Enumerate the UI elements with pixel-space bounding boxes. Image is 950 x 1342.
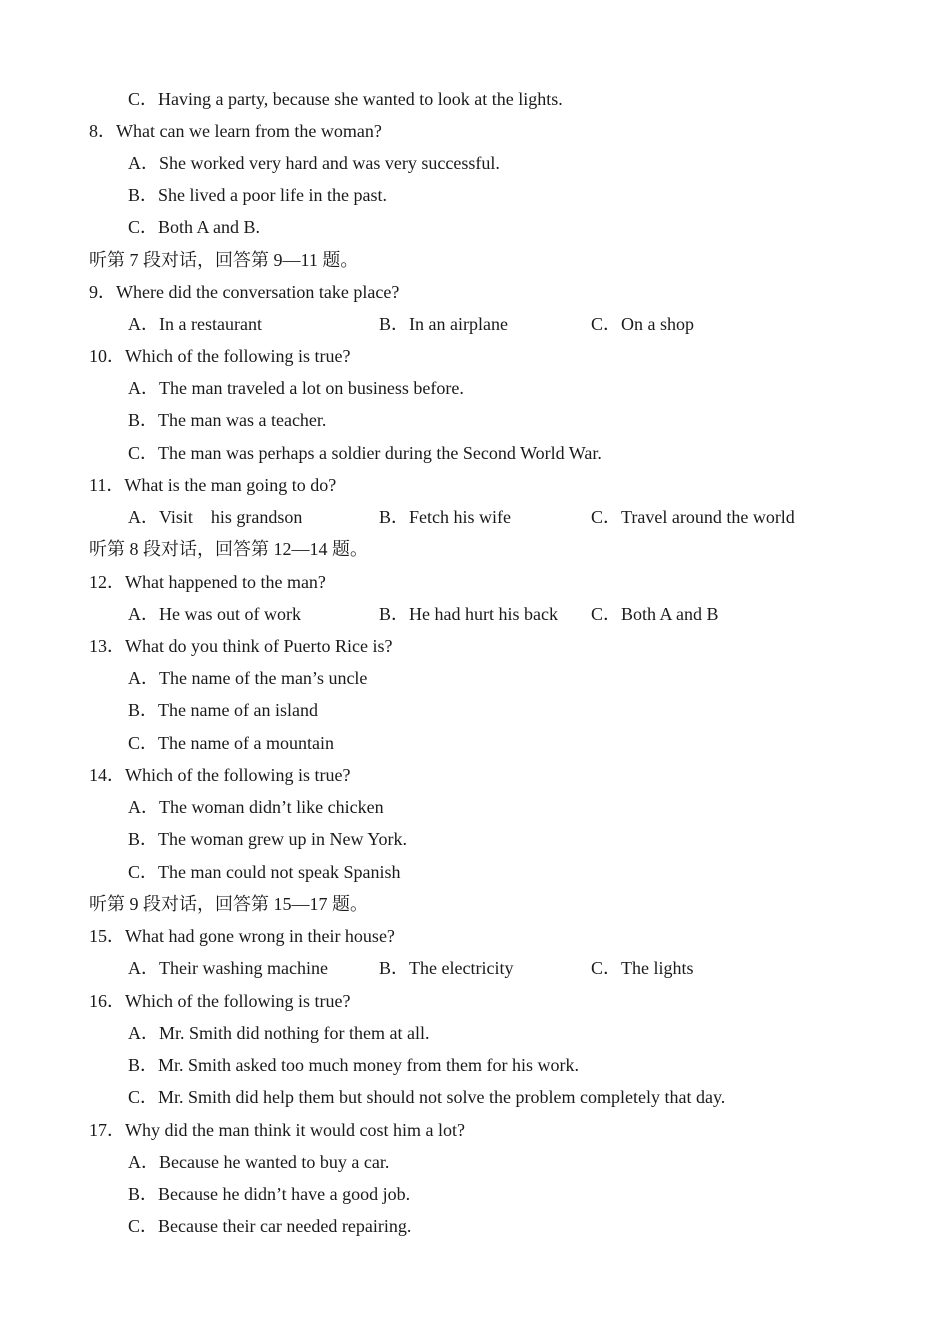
question-13: 13．What do you think of Puerto Rice is? bbox=[89, 636, 393, 656]
option-8a: A．She worked very hard and was very successful. bbox=[128, 153, 500, 173]
option-17b: B．Because he didn’t have a good job. bbox=[128, 1184, 411, 1204]
option-13a: A．The name of the man’s uncle bbox=[128, 668, 368, 688]
option-14c: C．The man could not speak Spanish bbox=[128, 862, 401, 882]
option-16c: C．Mr. Smith did help them but should not solve the problem completely that day. bbox=[128, 1087, 726, 1107]
question-14: 14．Which of the following is true? bbox=[89, 765, 351, 785]
option-13c: C．The name of a mountain bbox=[128, 733, 334, 753]
option-14b: B．The woman grew up in New York. bbox=[128, 829, 407, 849]
option-12b: B．He had hurt his back bbox=[379, 604, 558, 624]
section-heading-7: 听第 7 段对话，回答第 9—11 题。 bbox=[89, 250, 359, 270]
question-17: 17．Why did the man think it would cost him a lot? bbox=[89, 1120, 465, 1140]
section-heading-8: 听第 8 段对话，回答第 12—14 题。 bbox=[89, 539, 368, 559]
question-12: 12．What happened to the man? bbox=[89, 572, 326, 592]
question-9: 9．Where did the conversation take place? bbox=[89, 282, 400, 302]
question-8: 8．What can we learn from the woman? bbox=[89, 121, 382, 141]
option-10c: C．The man was perhaps a soldier during the Second World War. bbox=[128, 443, 602, 463]
option-8c: C．Both A and B. bbox=[128, 217, 261, 237]
option-7c: C．Having a party, because she wanted to look at the lights. bbox=[128, 89, 563, 109]
question-16: 16．Which of the following is true? bbox=[89, 991, 351, 1011]
option-15b: B．The electricity bbox=[379, 958, 514, 978]
option-11a: A．Visit his grandson bbox=[128, 507, 303, 527]
option-17a: A．Because he wanted to buy a car. bbox=[128, 1152, 390, 1172]
question-11: 11．What is the man going to do? bbox=[89, 475, 337, 495]
question-10: 10．Which of the following is true? bbox=[89, 346, 351, 366]
option-15a: A．Their washing machine bbox=[128, 958, 328, 978]
option-16a: A．Mr. Smith did nothing for them at all. bbox=[128, 1023, 430, 1043]
option-17c: C．Because their car needed repairing. bbox=[128, 1216, 412, 1236]
option-10b: B．The man was a teacher. bbox=[128, 410, 327, 430]
option-9b: B．In an airplane bbox=[379, 314, 508, 334]
option-16b: B．Mr. Smith asked too much money from them for his work. bbox=[128, 1055, 579, 1075]
option-9a: A．In a restaurant bbox=[128, 314, 262, 334]
question-15: 15．What had gone wrong in their house? bbox=[89, 926, 395, 946]
section-heading-9: 听第 9 段对话，回答第 15—17 题。 bbox=[89, 894, 368, 914]
option-12a: A．He was out of work bbox=[128, 604, 301, 624]
option-8b: B．She lived a poor life in the past. bbox=[128, 185, 387, 205]
option-11c: C．Travel around the world bbox=[591, 507, 795, 527]
option-10a: A．The man traveled a lot on business before. bbox=[128, 378, 464, 398]
option-15c: C．The lights bbox=[591, 958, 694, 978]
option-9c: C．On a shop bbox=[591, 314, 694, 334]
option-11b: B．Fetch his wife bbox=[379, 507, 511, 527]
option-13b: B．The name of an island bbox=[128, 700, 318, 720]
option-14a: A．The woman didn’t like chicken bbox=[128, 797, 384, 817]
option-12c: C．Both A and B bbox=[591, 604, 719, 624]
